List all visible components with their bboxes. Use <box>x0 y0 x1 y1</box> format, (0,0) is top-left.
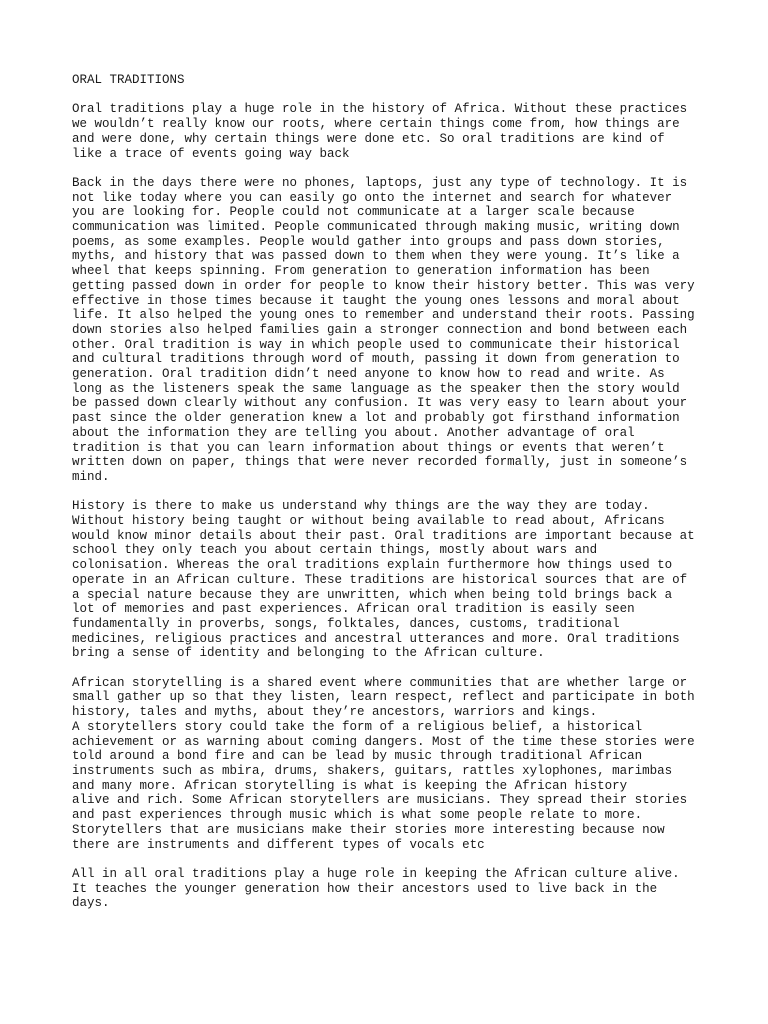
document-page <box>72 73 732 926</box>
paragraph-african-storytelling: African storytelling is a shared event where communities that are whether large or small gather up so that they listen, learn respect, reflect and participate in both history, tales and myths, about they’re ancestors, warriors and kings. A storytellers story could take the form of a religious belief, a historical achievement or as warning about coming dangers. Most of the time these stories were told around a bond fire and can be lead by music through traditional African instruments such as mbira, drums, shakers, guitars, rattles xylophones, marimbas and many more. African storytelling is what is keeping the African history alive and rich. Some African storytellers are musicians. They spread their stories and past experiences through music which is what some people relate to more. Storytellers that are musicians make their stories more interesting because now there are instruments and different types of vocals etc <box>72 675 695 852</box>
paragraph-importance-of-history: History is there to make us understand why things are the way they are today. Without history being taught or without being available to read about, Africans would know minor details about their past. Oral traditions are important because at school they only teach you about certain things, mostly about wars and colonisation. Whereas the oral traditions explain furthermore how things used to operate in an African culture. These traditions are historical sources that are of a special nature because they are unwritten, which when being told brings back a lot of memories and past experiences. African oral tradition is easily seen fundamentally in proverbs, songs, folktales, dances, customs, traditional medicines, religious practices and ancestral utterances and more. Oral traditions bring a sense of identity and belonging to the African culture. <box>72 499 695 661</box>
document-title: ORAL TRADITIONS <box>72 73 185 87</box>
paragraph-conclusion: All in all oral traditions play a huge role in keeping the African culture alive. It teaches the younger generation how their ancestors used to live back in the days. <box>72 866 680 911</box>
paragraph-intro: Oral traditions play a huge role in the history of Africa. Without these practices we wouldn’t really know our roots, where certain things come from, how things are and were done, why certain things were done etc. So oral traditions are kind of like a trace of events going way back <box>72 102 688 161</box>
paragraph-history-of-communication: Back in the days there were no phones, laptops, just any type of technology. It is not like today where you can easily go onto the internet and search for whatever you are looking for. People could not communicate at a larger scale because communication was limited. People communicated through making music, writing down poems, as some examples. People would gather into groups and pass down stories, myths, and history that was passed down to them when they were young. It’s like a wheel that keeps spinning. From generation to generation information has been getting passed down in order for people to know their history better. This was very effective in those times because it taught the young ones lessons and moral about life. It also helped the young ones to remember and understand their roots. Passing down stories also helped families gain a stronger connection and bond between each other. Oral tradition is way in which people used to communicate their historical and cultural traditions through word of mouth, passing it down from generation to generation. Oral tradition didn’t need anyone to know how to read and write. As long as the listeners speak the same language as the speaker then the story would be passed down clearly without any confusion. It was very easy to learn about your past since the older generation knew a lot and probably got firsthand information about the information they are telling you about. Another advantage of oral tradition is that you can learn information about things or events that weren’t written down on paper, things that were never recorded formally, just in someone’s mind. <box>72 175 695 484</box>
